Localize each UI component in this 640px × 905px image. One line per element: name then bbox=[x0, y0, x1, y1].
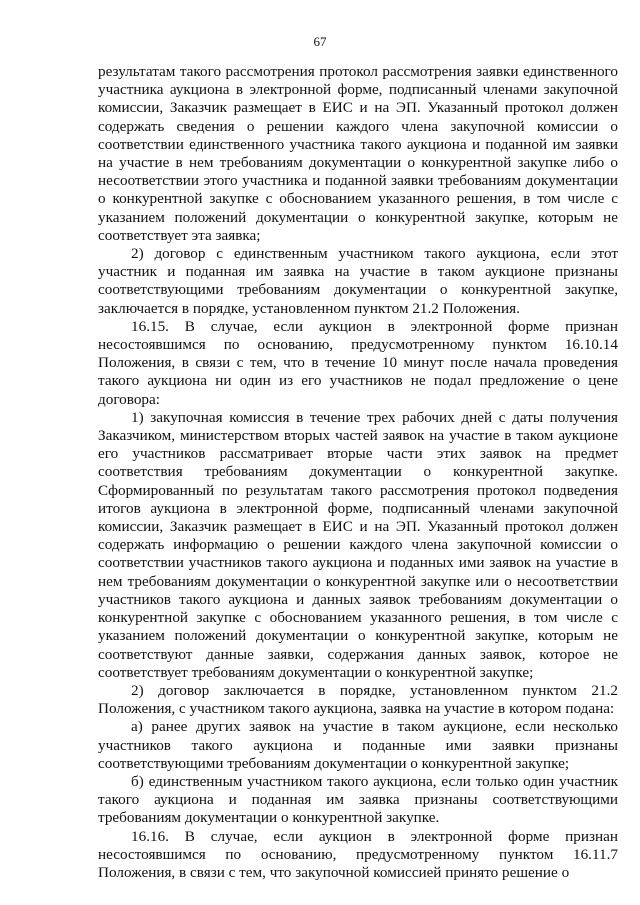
body-text bbox=[98, 63, 618, 882]
paragraph: 2) договор заключается в порядке, установленном пунктом 21.2 Положения, с участником такого аукциона, заявка на участие в котором подана: bbox=[98, 681, 618, 718]
paragraph: 16.16. В случае, если аукцион в электронной форме признан несостоявшимся по основанию, предусмотренному пунктом 16.11.7 Положения, в связи с тем, что закупочной комиссией принято решение о bbox=[98, 827, 618, 881]
paragraph: 16.15. В случае, если аукцион в электронной форме признан несостоявшимся по основанию, предусмотренному пунктом 16.10.14 Положения, в связи с тем, что в течение 10 минут после начала проведения такого аукциона ни один из его участников не подал предложение о цене договора: bbox=[98, 317, 618, 408]
paragraph: результатам такого рассмотрения протокол рассмотрения заявки единственного участника аукциона в электронной форме, подписанный членами закупочной комиссии, Заказчик размещает в ЕИС и на ЭП. Указанный протокол должен содержать сведения о решении каждого члена закупочной комиссии о соответствии единственного участника такого аукциона и поданной им заявки на участие в нем требованиям документации о конкурентной закупке либо о несоответствии этого участника и поданной заявки требованиям документации о конкурентной закупке с обоснованием указанного решения, в том числе с указанием положений документации о конкурентной закупке, которым не соответствует эта заявка; bbox=[98, 63, 618, 244]
page-number: 67 bbox=[313, 34, 327, 49]
paragraph: 2) договор с единственным участником такого аукциона, если этот участник и поданная им заявка на участие в таком аукционе признаны соответствующими требованиям документации о конкурентной закупке, заключается в порядке, установленном пунктом 21.2 Положения. bbox=[98, 245, 618, 317]
paragraph: б) единственным участником такого аукциона, если только один участник такого аукциона и поданная им заявка признаны соответствующими требованиям документации о конкурентной закупке. bbox=[98, 772, 618, 827]
paragraph: а) ранее других заявок на участие в таком аукционе, если несколько участников такого аукциона и поданные ими заявки признаны соответствующими требованиям документации о конкурентной закупке; bbox=[98, 718, 618, 772]
paragraph: 1) закупочная комиссия в течение трех рабочих дней с даты получения Заказчиком, министерством вторых частей заявок на участие в таком аукционе его участников рассматривает вторые части этих заявок на предмет соответствия требованиям документации о конкурентной закупке. Сформированный по результатам такого рассмотрения протокол подведения итогов аукциона в электронной форме, подписанный членами закупочной комиссии, Заказчик размещает в ЕИС и на ЭП. Указанный протокол должен содержать информацию о решении каждого члена закупочной комиссии о соответствии участников такого аукциона и поданных ими заявок на участие в нем требованиям документации о конкурентной закупке или о несоответствии участников такого аукциона и данных заявок требованиям документации о конкурентной закупке с обоснованием указанного решения, в том числе с указанием положений документации о конкурентной закупке, которым не соответствуют данные заявки, содержания данных заявок, которое не соответствует требованиям документации о конкурентной закупке; bbox=[98, 408, 618, 681]
